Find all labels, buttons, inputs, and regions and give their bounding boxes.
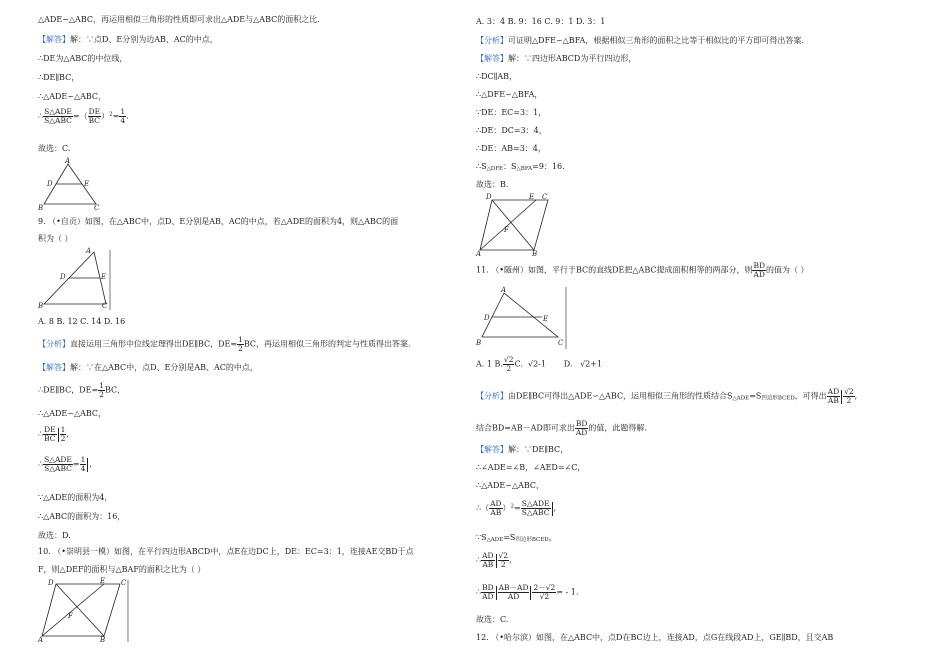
text-line: F，则△DEF的面积与△BAF的面积之比为（ ） bbox=[38, 565, 206, 574]
fig-label: C bbox=[102, 302, 108, 310]
math-line: ∴ $\frac{BD}{AD}$ $\frac{AB-AD}{AD}$ $\frac{2-√2}{√2}$ = - 1. bbox=[476, 583, 579, 601]
fig-label: B bbox=[100, 636, 106, 644]
text-line: 【解答】解：∵四边形ABCD为平行四边形， bbox=[476, 54, 637, 63]
figure-triangle-1 bbox=[38, 158, 108, 210]
fig-label: B bbox=[532, 250, 538, 258]
math-line: ∴ S△ADE S△ABC = $\frac{1}{4}$ , bbox=[38, 455, 92, 473]
math-line: ∵S△ADE=S四边形BCED， bbox=[476, 533, 557, 543]
fig-label: F bbox=[68, 612, 73, 620]
math-line: ∴（ $\frac{AD}{AB}$ ）$^2$= S△ADE S△ABC , bbox=[476, 499, 557, 517]
analysis-line: 【分析】由DE∥BC可得出△ADE∽△ABC，运用相似三角形的性质结合S△ADE=S四边形BCED，可得出 $\frac{AD}{AB}$ $\frac{√2}{2}$ , bbox=[476, 387, 858, 405]
text-line: 故选：D. bbox=[38, 531, 71, 540]
answer-options: A. 3：4 B. 9：16 C. 9：1 D. 3：1 bbox=[476, 17, 606, 26]
fig-label: F bbox=[504, 226, 509, 234]
question-9: 9. （•自贡）如图，在△ABC中，点D、E分别是AB、AC的中点，若△ADE的面积为4，则△ABC的面 bbox=[38, 217, 399, 226]
math-line: ∴ $\frac{AD}{AB}$ $\frac{√2}{2}$ , bbox=[476, 551, 512, 569]
fig-label: D bbox=[47, 180, 53, 188]
fig-label: C bbox=[94, 204, 100, 212]
fig-label: B bbox=[38, 204, 44, 212]
figure-parallelogram-1 bbox=[38, 578, 133, 642]
text-line: ∴DE：AB=3：4， bbox=[476, 144, 546, 153]
text-line: ∵△ADE的面积为4， bbox=[38, 493, 113, 502]
fig-label: D bbox=[60, 273, 66, 281]
fig-label: A bbox=[65, 157, 71, 165]
fig-label: A bbox=[38, 636, 44, 644]
answer-options: A. 8 B. 12 C. 14 D. 16 bbox=[38, 317, 126, 326]
text-line: 故选：C. bbox=[38, 144, 71, 153]
question-11: 11. （•随州）如图，平行于BC的直线DE把△ABC提成面积相等的两部分，则 $\frac{BD}{AD}$ 的值为（ ） bbox=[476, 261, 809, 279]
text-line: ∴△ADE∽△ABC， bbox=[38, 409, 107, 418]
analysis-tag: 【分析】 bbox=[38, 339, 70, 349]
text-line: 积为（ ） bbox=[38, 234, 73, 243]
text-line: △ADE∽△ABC，再运用相似三角形的性质即可求出△ADE与△ABC的面积之比. bbox=[38, 15, 320, 24]
fig-label: E bbox=[84, 180, 90, 188]
fig-label: E bbox=[101, 273, 107, 281]
solution-tag: 【解答】 bbox=[476, 445, 508, 454]
math-line: ∴DE∥BC，DE= $\frac{1}{2}$ BC， bbox=[38, 381, 126, 399]
fig-label: D bbox=[484, 314, 490, 322]
figure-triangle-2 bbox=[38, 248, 113, 310]
fig-label: B bbox=[38, 302, 44, 310]
text-line: ∴DE为△ABC的中位线， bbox=[38, 54, 128, 63]
text-line: 故选：C. bbox=[476, 615, 509, 624]
fig-label: E bbox=[100, 577, 106, 585]
text-line: 【解答】解：∵DE∥BC， bbox=[476, 445, 569, 454]
figure-parallelogram-2 bbox=[476, 192, 560, 258]
text-line: ∴DE∥BC， bbox=[38, 73, 80, 82]
fig-label: C bbox=[558, 339, 564, 347]
text-line: ∴△ADE∽△ABC， bbox=[38, 92, 107, 101]
solution-tag: 【解答】 bbox=[476, 54, 508, 63]
fig-label: B bbox=[476, 339, 482, 347]
fig-label: D bbox=[486, 193, 492, 201]
text-line: ∵DE：EC=3：1， bbox=[476, 108, 547, 117]
math-line: ∴ $\frac{DE}{BC}$ $\frac{1}{2}$ , bbox=[38, 425, 69, 443]
analysis-line: 【分析】可证明△DFE∽△BFA，根据相似三角形的面积之比等于相似比的平方即可得出答案. bbox=[476, 36, 804, 45]
text-line: ∴△ADE∽△ABC， bbox=[476, 481, 545, 490]
math-line: 结合BD=AB－AD即可求出 $\frac{BD}{AD}$ 的值，此题得解. bbox=[476, 419, 647, 437]
analysis-tag: 【分析】 bbox=[476, 391, 508, 401]
fig-label: A bbox=[86, 247, 92, 255]
math-line: ∴ S△ADE S△ABC =（ $\frac{DE}{BC}$ ）$^2$= $\frac{1}{4}$ ． bbox=[38, 107, 135, 125]
text-line: 【解答】解：∵点D、E分别为边AB、AC的中点， bbox=[38, 35, 218, 44]
math-line: ∴S△DFE：S△BFA=9：16. bbox=[476, 162, 565, 172]
text-line: 【解答】解：∵在△ABC中，点D、E分别是AB、AC的中点， bbox=[38, 363, 258, 372]
answer-options: A. 1 B. $\frac{√2}{2}$ C. √2-1 D. √2+1 bbox=[476, 355, 603, 373]
text-line: ∴DE：DC=3：4， bbox=[476, 126, 547, 135]
analysis-line: 【分析】直接运用三角形中位线定理得出DE∥BC，DE= $\frac{1}{2}$ BC，再运用相似三角形的判定与性质得出答案. bbox=[38, 335, 411, 353]
figure-triangle-3 bbox=[476, 285, 572, 349]
question-12: 12. （•哈尔滨）如图，在△ABC中，点D在BC边上，连接AD，点G在线段AD上，GE∥BD，且交AB bbox=[476, 633, 834, 642]
text-line: ∴△DFE∽△BFA， bbox=[476, 90, 543, 99]
fig-label: C bbox=[121, 579, 127, 587]
fig-label: E bbox=[543, 315, 549, 323]
analysis-tag: 【分析】 bbox=[476, 36, 508, 45]
question-10: 10. （•崇明县一模）如图，在平行四边形ABCD中，点E在边DC上，DE：EC=3：1，连接AE交BD于点 bbox=[38, 547, 414, 556]
fig-label: A bbox=[476, 250, 482, 258]
fig-label: C bbox=[542, 193, 548, 201]
fig-label: A bbox=[501, 286, 507, 294]
text-line: ∴∠ADE=∠B，∠AED=∠C， bbox=[476, 463, 586, 472]
solution-tag: 【解答】 bbox=[38, 363, 70, 372]
fig-label: D bbox=[48, 579, 54, 587]
text-line: ∴△ABC的面积为：16， bbox=[38, 512, 126, 521]
fig-label: E bbox=[529, 193, 535, 201]
solution-tag: 【解答】 bbox=[38, 35, 70, 44]
text-line: ∴DC∥AB， bbox=[476, 72, 517, 81]
text-line: 故选：B. bbox=[476, 180, 509, 189]
